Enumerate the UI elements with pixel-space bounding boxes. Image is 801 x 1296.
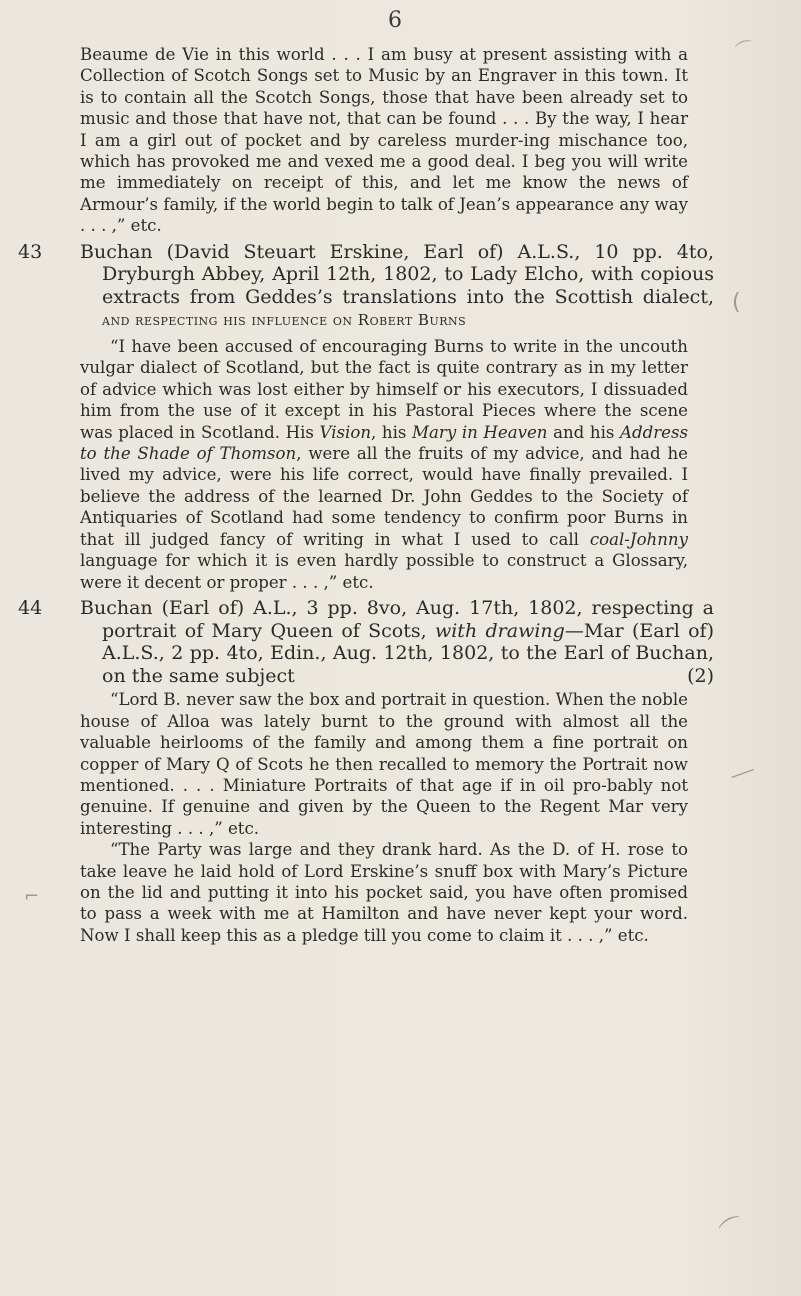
quote-text: and his xyxy=(547,422,620,442)
entry-heading xyxy=(22,241,714,332)
lot-number: 44 xyxy=(18,596,43,619)
entry-quote: “The Party was large and they drank hard. As the D. of H. rose to take leave he laid hold of Lord Erskine’s snuff box with Mary’s Picture on the lid and putting it into his pocket said, you have often promised to pass a week with me at Hamilton and have never kept your word. Now I shall keep this as a pledge till you come to claim it . . . ,” etc. xyxy=(80,840,688,945)
pencil-mark-icon: ( xyxy=(732,290,741,315)
quote-text: , were all the fruits of my advice, and had he lived my advice, were his life correct, would have finally prevailed. I believe the address of the learned Dr. John Geddes to the Society of Antiquaries of Scotland had some tendency to confirm poor Burns in that ill judged fancy of writing in what I used to call xyxy=(80,444,688,549)
entry-quote: “Lord B. never saw the box and portrait in question. When the noble house of Alloa was lately burnt to the ground with almost all the valuable heirlooms of the family and among them a fine portrait on copper of Mary Q of Scots he then recalled to memory the Portrait now mentioned. . . . Miniature Portraits of that age if in oil pro-bably not genuine. If genuine and given by the Queen to the Regent Mar very interesting . . . ,” etc. xyxy=(80,690,688,838)
entry-heading-smallcaps: and respecting his influence on Robert Burns xyxy=(102,311,467,330)
entry-quote xyxy=(0,336,688,593)
pencil-mark-icon: ⌒ xyxy=(715,1211,751,1248)
page-text xyxy=(0,44,801,946)
intro-paragraph: Beaume de Vie in this world . . . I am busy at present assisting with a Collection of Scotch Songs set to Music by an Engraver in this town. It is to contain all the Scotch Songs, those that have been already set to music and those that have not, that can be found . . . By the way, I hear I am a girl out of pocket and by careless murder-ing mischance too, which has provoked me and vexed me a good deal. I beg you will write me immediately on receipt of this, and let me know the news of Armour’s family, if the world begin to talk of Jean’s appearance any way . . . ,” etc. xyxy=(80,45,688,236)
quote-title: coal-Johnny xyxy=(589,529,688,549)
quote-text: , his xyxy=(371,422,413,442)
lot-number: 43 xyxy=(18,240,43,263)
pencil-mark-icon: ⌒ xyxy=(733,37,758,64)
entry-heading-italic: with drawing xyxy=(434,619,565,642)
entry-heading xyxy=(22,597,714,687)
catalogue-entry-43 xyxy=(0,241,801,593)
entry-heading-text: —Mar (Earl of) A.L.S., 2 pp. 4to, Edin., Aug. 12th, 1802, to the Earl of Buchan, on the same subject xyxy=(102,619,714,687)
entry-heading-text: Buchan (Earl of) A.L., 3 pp. 8vo, Aug. 17th, 1802, respecting a portrait of Mary Queen of Scots, xyxy=(80,596,714,642)
quote-title: Vision xyxy=(319,422,372,442)
pencil-mark-icon: ⟋ xyxy=(728,757,757,791)
quote-title: Address to the Shade of Thomson xyxy=(80,422,688,464)
page-number: 6 xyxy=(388,8,402,33)
quote-title: Mary in Heaven xyxy=(412,422,548,442)
pencil-mark-icon: ⌐ xyxy=(24,886,40,907)
item-count: (2) xyxy=(687,664,714,687)
quote-text: “I have been accused of encouraging Burns to write in the uncouth vulgar dialect of Scotland, but the fact is quite contrary as in my letter of advice which was lost either by himself or his executors, I dissuaded him from the use of it except in his Pastoral Pieces where the scene was placed in Scotland. His xyxy=(80,337,688,442)
catalogue-entry-44 xyxy=(0,597,801,946)
entry-heading-text: Buchan (David Steuart Erskine, Earl of) A.L.S., 10 pp. 4to, Dryburgh Abbey, April 12th, 1802, to Lady Elcho, with copious extracts from Geddes’s translations into the Scottish dialect, xyxy=(80,240,714,308)
quote-text: language for which it is even hardly possible to construct a Glossary, were it decent or proper . . . ,” etc. xyxy=(80,551,688,592)
